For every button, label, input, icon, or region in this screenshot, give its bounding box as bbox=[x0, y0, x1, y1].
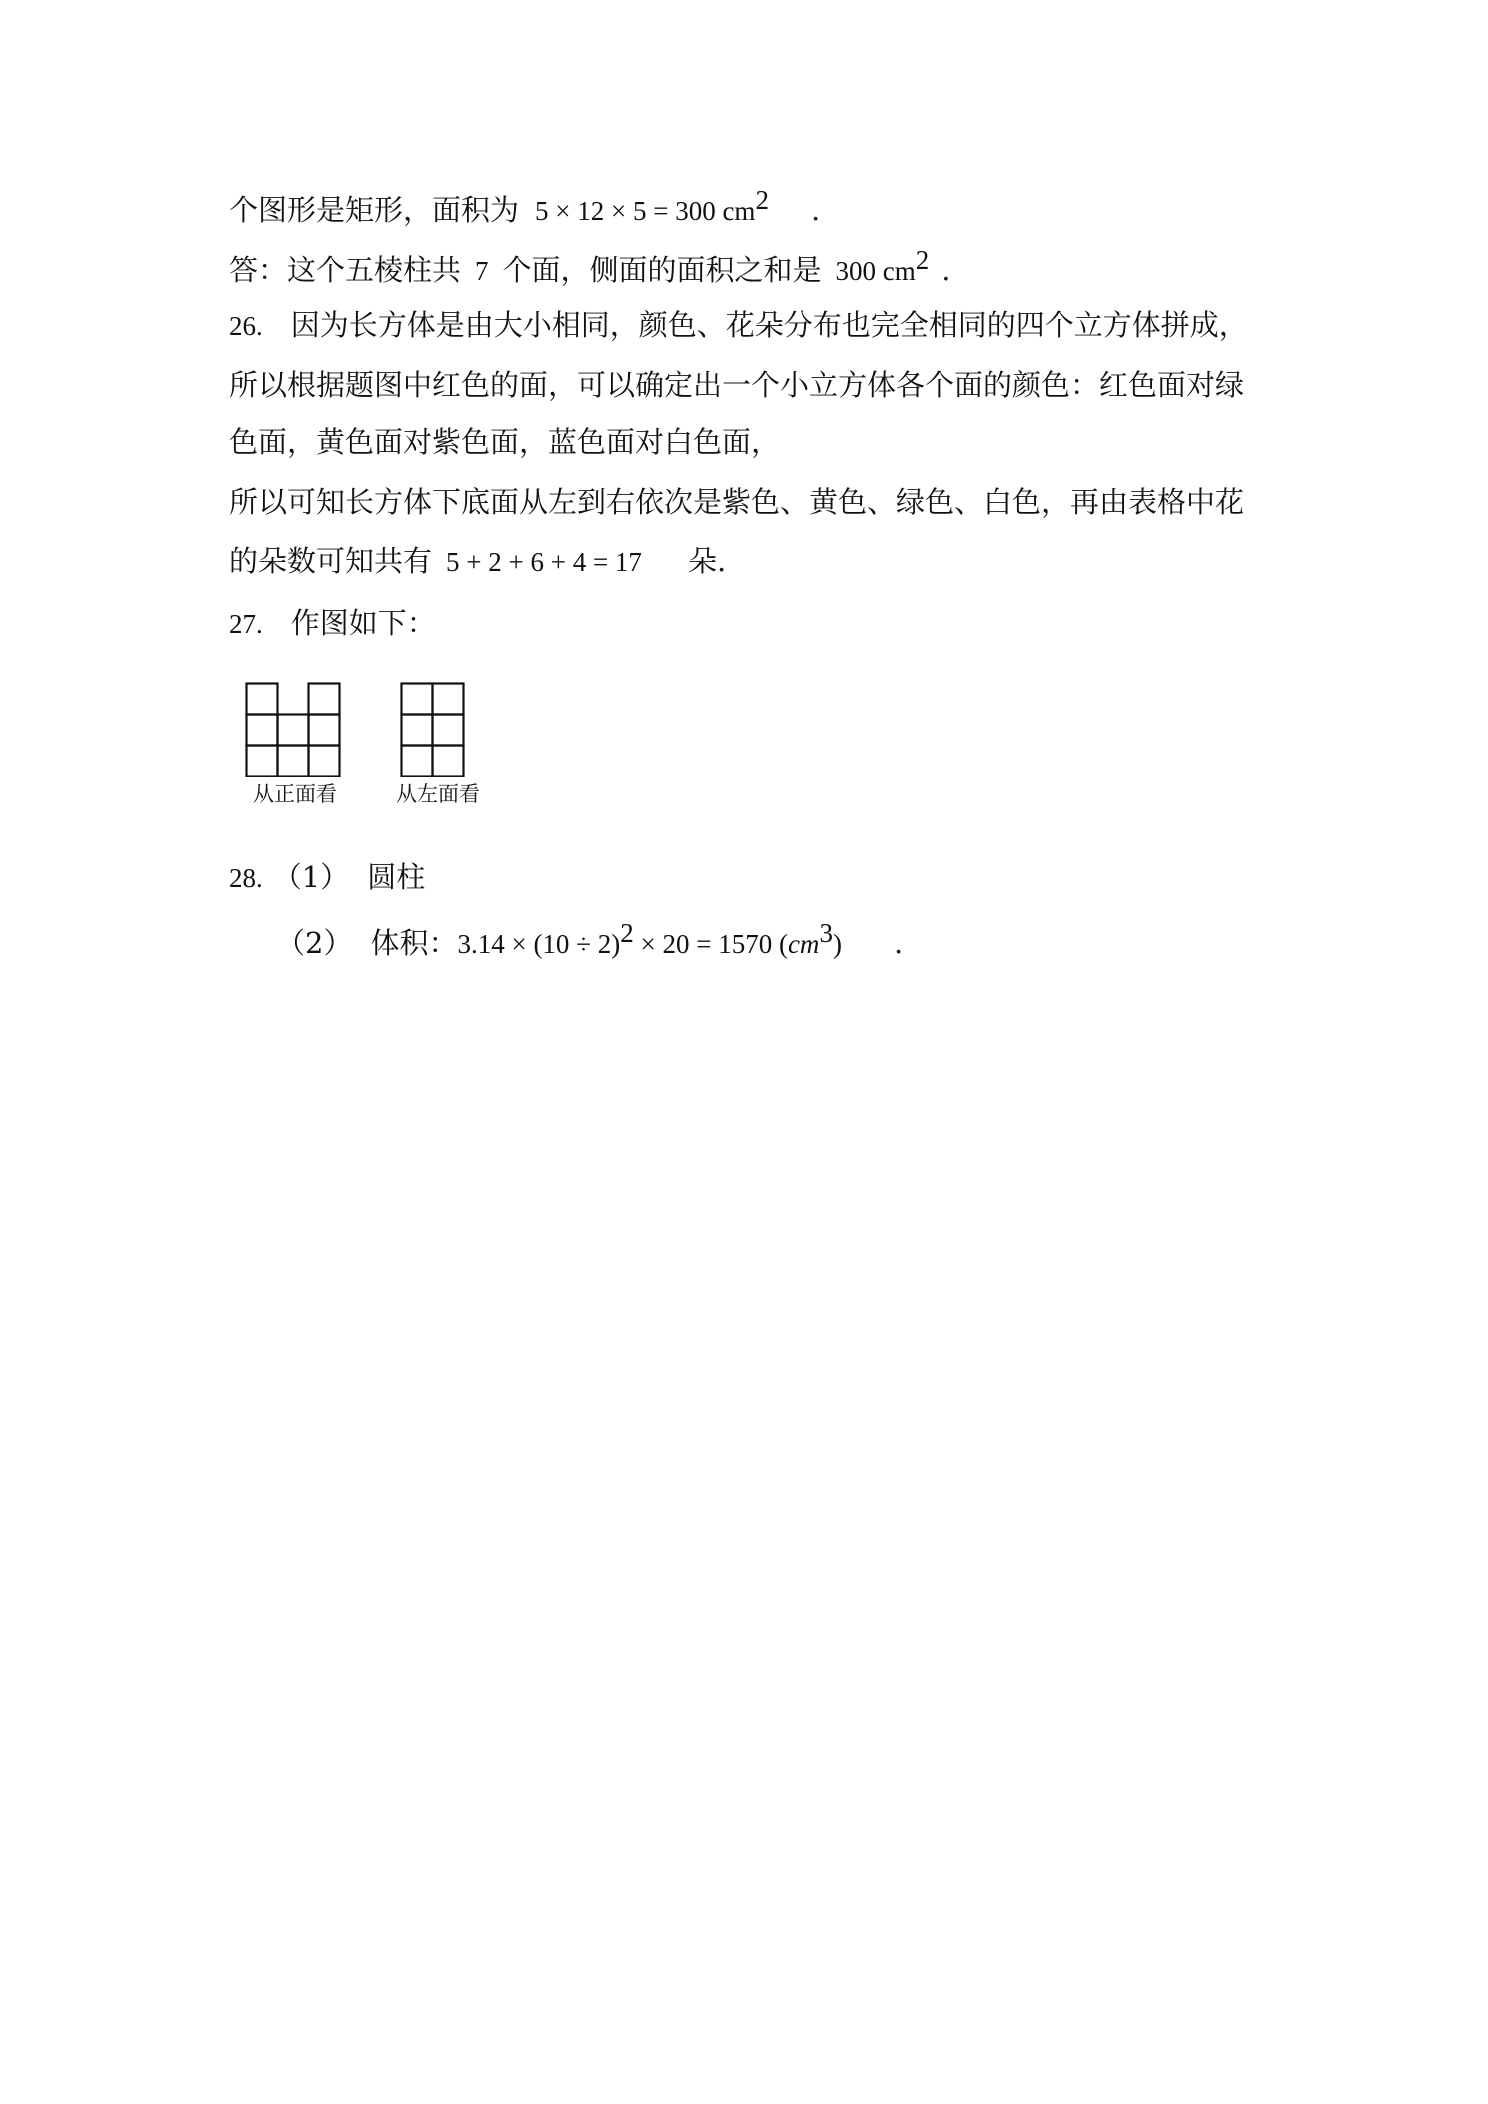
q28-part2-end: . bbox=[893, 926, 904, 960]
front-cell-r3c1 bbox=[247, 746, 278, 777]
front-cell-r1c3 bbox=[309, 684, 340, 715]
left-view-figure bbox=[400, 682, 468, 777]
q26-text-4: 所以可知长方体下底面从左到右依次是紫色、黄色、绿色、白色，再由表格中花 bbox=[229, 485, 1245, 519]
front-cell-r3c3 bbox=[309, 746, 340, 777]
q26-line-3 bbox=[229, 424, 780, 460]
front-cell-r1c1 bbox=[247, 684, 278, 715]
q26-line-2 bbox=[229, 367, 1244, 403]
q28-number: 28. bbox=[229, 863, 263, 893]
q25-answer-end: . bbox=[941, 253, 951, 287]
q26-text-5-prefix: 的朵数可知共有 bbox=[229, 544, 433, 578]
q25-line-text: 个图形是矩形，面积为 bbox=[229, 193, 520, 227]
q26-text-3: 色面，黄色面对紫色面，蓝色面对白色面， bbox=[229, 425, 781, 459]
q25-line-area bbox=[229, 185, 821, 229]
q28-part1-label: （1） bbox=[272, 860, 350, 894]
q28-volume-formula-b: × 20 = 1570 ( bbox=[633, 929, 788, 959]
q26-number: 26. bbox=[229, 311, 263, 341]
q25-answer-mid: 个面，侧面的面积之和是 bbox=[502, 253, 822, 287]
left-view-label: 从左面看 bbox=[396, 782, 480, 806]
front-cell-r2c1 bbox=[247, 715, 278, 746]
left-cell-r2c2 bbox=[433, 715, 464, 746]
q26-line-5 bbox=[229, 543, 726, 580]
left-cell-r1c2 bbox=[433, 684, 464, 715]
q26-text-5-end: 朵. bbox=[687, 544, 727, 578]
q25-answer-prefix: 答：这个五棱柱共 bbox=[229, 253, 462, 287]
q28-part2-label: （2） bbox=[276, 926, 353, 960]
front-cell-r2c2 bbox=[278, 715, 309, 746]
q28-part2-prefix: 体积： bbox=[370, 926, 458, 960]
left-cell-r1c1 bbox=[402, 684, 433, 715]
q28-line-1 bbox=[229, 859, 425, 896]
q26-text-1: 因为长方体是由大小相同，颜色、花朵分布也完全相同的四个立方体拼成， bbox=[290, 308, 1248, 342]
q25-answer-sup: 2 bbox=[915, 245, 930, 275]
q26-text-2: 所以根据题图中红色的面，可以确定出一个小立方体各个面的颜色：红色面对绿 bbox=[229, 368, 1245, 402]
q26-sum-formula: 5 + 2 + 6 + 4 = 17 bbox=[446, 547, 642, 577]
left-cell-r2c1 bbox=[402, 715, 433, 746]
front-view-figure bbox=[245, 682, 345, 777]
q25-area-sup: 2 bbox=[755, 185, 769, 215]
front-view-label: 从正面看 bbox=[253, 782, 337, 806]
front-cell-r3c2 bbox=[278, 746, 309, 777]
q28-volume-sup-2: 3 bbox=[819, 918, 833, 948]
q25-answer-area: 300 cm bbox=[835, 256, 916, 286]
q28-volume-formula-a: 3.14 × (10 ÷ 2) bbox=[457, 929, 621, 959]
q27-line bbox=[229, 605, 436, 642]
q28-part1-answer: 圆柱 bbox=[367, 860, 426, 894]
left-cell-r3c1 bbox=[402, 746, 433, 777]
q27-text: 作图如下： bbox=[290, 606, 436, 640]
left-cell-r3c2 bbox=[433, 746, 464, 777]
q25-answer-faces: 7 bbox=[475, 256, 489, 286]
q26-line-1 bbox=[229, 307, 1248, 344]
q28-volume-unit: cm bbox=[787, 929, 820, 959]
q25-line-end: . bbox=[810, 193, 821, 227]
q28-volume-sup-1: 2 bbox=[620, 918, 634, 948]
q25-answer bbox=[229, 245, 951, 289]
q28-line-2 bbox=[276, 918, 904, 962]
q27-number: 27. bbox=[229, 609, 263, 639]
front-cell-r2c3 bbox=[309, 715, 340, 746]
q26-line-4 bbox=[229, 484, 1244, 520]
q25-area-formula: 5 × 12 × 5 = 300 cm bbox=[535, 196, 756, 226]
q28-volume-close: ) bbox=[832, 929, 842, 959]
